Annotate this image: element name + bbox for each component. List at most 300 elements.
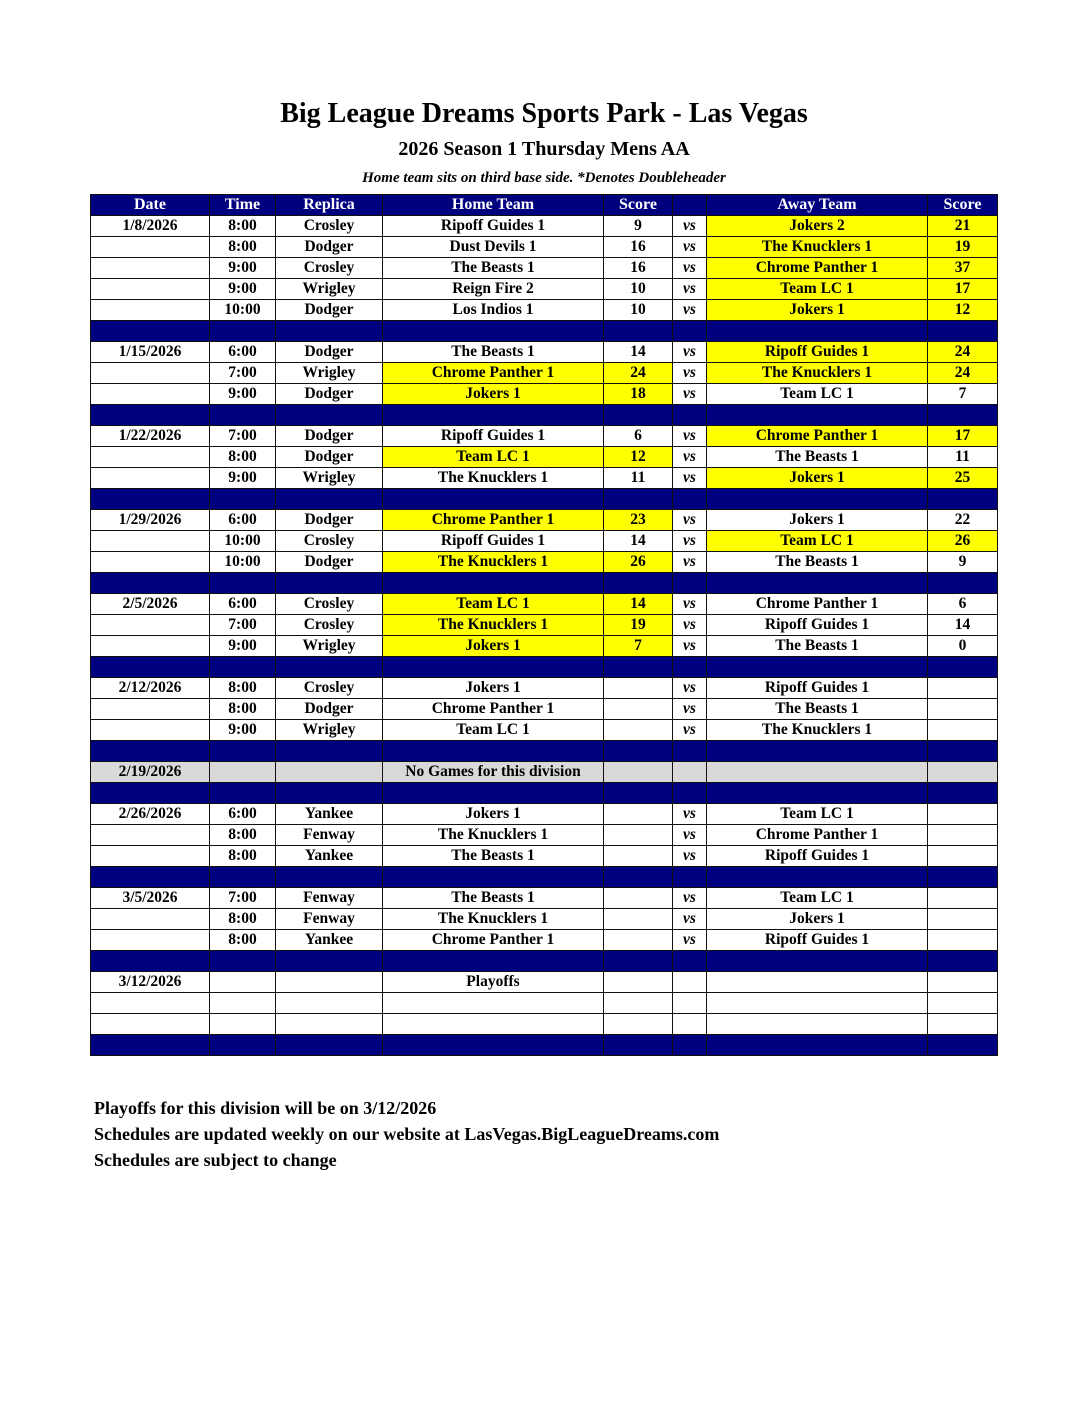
cell-vs: vs xyxy=(673,636,707,657)
game-row xyxy=(91,699,998,720)
cell-home-team: Ripoff Guides 1 xyxy=(383,531,604,552)
col-header-away-team: Away Team xyxy=(707,195,928,216)
cell-vs: vs xyxy=(673,804,707,825)
cell-date: 1/29/2026 xyxy=(91,510,210,531)
cell-date xyxy=(91,615,210,636)
cell-vs: vs xyxy=(673,237,707,258)
cell-date xyxy=(91,846,210,867)
separator-cell xyxy=(707,657,928,678)
cell-home-team: Chrome Panther 1 xyxy=(383,930,604,951)
cell-away-score: 14 xyxy=(928,615,998,636)
col-header-home-score: Score xyxy=(604,195,673,216)
cell-time: 10:00 xyxy=(210,531,276,552)
cell-home-score: 14 xyxy=(604,594,673,615)
cell-replica xyxy=(276,762,383,783)
cell-date xyxy=(91,699,210,720)
cell-away-score xyxy=(928,930,998,951)
col-header-home-team: Home Team xyxy=(383,195,604,216)
cell-home-team: Los Indios 1 xyxy=(383,300,604,321)
table-header-row xyxy=(91,195,998,216)
cell-vs: vs xyxy=(673,720,707,741)
cell-away-team: Ripoff Guides 1 xyxy=(707,930,928,951)
cell-time: 10:00 xyxy=(210,552,276,573)
cell-home-score xyxy=(604,888,673,909)
cell-time: 10:00 xyxy=(210,300,276,321)
cell-replica: Crosley xyxy=(276,615,383,636)
cell-away-score xyxy=(928,678,998,699)
game-row xyxy=(91,300,998,321)
cell-home-score xyxy=(604,930,673,951)
separator-cell xyxy=(383,321,604,342)
separator-cell xyxy=(604,321,673,342)
cell-replica: Wrigley xyxy=(276,279,383,300)
separator-cell xyxy=(928,741,998,762)
cell-time: 8:00 xyxy=(210,930,276,951)
cell-home-score: 14 xyxy=(604,342,673,363)
separator-cell xyxy=(707,1035,928,1056)
separator-cell xyxy=(673,489,707,510)
cell-replica: Yankee xyxy=(276,846,383,867)
game-row xyxy=(91,342,998,363)
cell-away-score xyxy=(928,720,998,741)
cell-vs: vs xyxy=(673,888,707,909)
week-separator-row xyxy=(91,573,998,594)
cell-date xyxy=(91,636,210,657)
cell-away-team: Chrome Panther 1 xyxy=(707,594,928,615)
cell-home-score xyxy=(604,909,673,930)
cell-away-team: The Knucklers 1 xyxy=(707,237,928,258)
cell-date xyxy=(91,825,210,846)
cell-away-team: Team LC 1 xyxy=(707,531,928,552)
separator-cell xyxy=(928,573,998,594)
page-title: Big League Dreams Sports Park - Las Vegas xyxy=(280,98,808,129)
cell-away-team: Chrome Panther 1 xyxy=(707,825,928,846)
cell-time: 9:00 xyxy=(210,384,276,405)
footer-website-note: Schedules are updated weekly on our website at LasVegas.BigLeagueDreams.com xyxy=(94,1124,720,1144)
cell-date: 2/12/2026 xyxy=(91,678,210,699)
cell-vs: vs xyxy=(673,846,707,867)
cell-home-team: The Knucklers 1 xyxy=(383,825,604,846)
separator-cell xyxy=(276,405,383,426)
cell-home-team: Ripoff Guides 1 xyxy=(383,216,604,237)
cell-home-score: 10 xyxy=(604,279,673,300)
cell-vs: vs xyxy=(673,594,707,615)
cell-home-team: Team LC 1 xyxy=(383,720,604,741)
cell-replica: Dodger xyxy=(276,342,383,363)
cell-date: 2/5/2026 xyxy=(91,594,210,615)
cell-away-team: The Beasts 1 xyxy=(707,552,928,573)
cell-away-team: The Knucklers 1 xyxy=(707,720,928,741)
cell-vs xyxy=(673,1014,707,1035)
game-row xyxy=(91,909,998,930)
separator-cell xyxy=(707,783,928,804)
cell-replica: Dodger xyxy=(276,510,383,531)
col-header-away-score: Score xyxy=(928,195,998,216)
separator-cell xyxy=(91,741,210,762)
cell-away-team: Team LC 1 xyxy=(707,804,928,825)
cell-date xyxy=(91,258,210,279)
cell-home-score xyxy=(604,678,673,699)
week-separator-row xyxy=(91,951,998,972)
separator-cell xyxy=(673,867,707,888)
separator-cell xyxy=(707,951,928,972)
game-row xyxy=(91,993,998,1014)
cell-home-team: The Knucklers 1 xyxy=(383,615,604,636)
cell-time xyxy=(210,1014,276,1035)
cell-vs xyxy=(673,972,707,993)
cell-vs xyxy=(673,762,707,783)
footer-change-note: Schedules are subject to change xyxy=(94,1150,337,1170)
cell-time: 8:00 xyxy=(210,846,276,867)
cell-replica: Dodger xyxy=(276,426,383,447)
cell-time: 6:00 xyxy=(210,342,276,363)
cell-date: 3/12/2026 xyxy=(91,972,210,993)
cell-date xyxy=(91,468,210,489)
cell-home-team: The Knucklers 1 xyxy=(383,909,604,930)
game-row xyxy=(91,468,998,489)
week-separator-row xyxy=(91,741,998,762)
separator-cell xyxy=(604,405,673,426)
cell-away-score xyxy=(928,993,998,1014)
col-header-date: Date xyxy=(91,195,210,216)
cell-away-score xyxy=(928,825,998,846)
cell-date xyxy=(91,531,210,552)
cell-home-team: No Games for this division xyxy=(383,762,604,783)
game-row xyxy=(91,384,998,405)
cell-replica: Dodger xyxy=(276,300,383,321)
separator-cell xyxy=(707,741,928,762)
cell-away-team: Chrome Panther 1 xyxy=(707,426,928,447)
cell-home-team: The Beasts 1 xyxy=(383,342,604,363)
cell-replica: Dodger xyxy=(276,384,383,405)
cell-away-score xyxy=(928,762,998,783)
game-row xyxy=(91,930,998,951)
cell-time: 9:00 xyxy=(210,279,276,300)
cell-away-team: Ripoff Guides 1 xyxy=(707,342,928,363)
cell-replica: Dodger xyxy=(276,447,383,468)
week-separator-row xyxy=(91,867,998,888)
col-header-replica: Replica xyxy=(276,195,383,216)
separator-cell xyxy=(210,657,276,678)
cell-replica: Wrigley xyxy=(276,468,383,489)
cell-time: 7:00 xyxy=(210,363,276,384)
cell-date xyxy=(91,909,210,930)
cell-home-score: 19 xyxy=(604,615,673,636)
week-separator-row xyxy=(91,1035,998,1056)
cell-home-score: 6 xyxy=(604,426,673,447)
separator-cell xyxy=(276,321,383,342)
game-row xyxy=(91,258,998,279)
cell-replica: Crosley xyxy=(276,678,383,699)
cell-home-score: 12 xyxy=(604,447,673,468)
separator-cell xyxy=(91,783,210,804)
cell-replica: Fenway xyxy=(276,888,383,909)
cell-vs: vs xyxy=(673,930,707,951)
separator-cell xyxy=(91,321,210,342)
cell-away-score: 9 xyxy=(928,552,998,573)
cell-date xyxy=(91,384,210,405)
cell-home-team: Reign Fire 2 xyxy=(383,279,604,300)
separator-cell xyxy=(276,657,383,678)
separator-cell xyxy=(673,321,707,342)
cell-home-score xyxy=(604,825,673,846)
cell-time: 8:00 xyxy=(210,216,276,237)
cell-date xyxy=(91,447,210,468)
cell-vs: vs xyxy=(673,447,707,468)
game-row xyxy=(91,426,998,447)
cell-time: 6:00 xyxy=(210,510,276,531)
separator-cell xyxy=(928,405,998,426)
cell-vs: vs xyxy=(673,216,707,237)
schedule-note: Home team sits on third base side. *Denotes Doubleheader xyxy=(362,170,726,186)
cell-away-score xyxy=(928,909,998,930)
cell-date: 2/19/2026 xyxy=(91,762,210,783)
cell-date: 1/8/2026 xyxy=(91,216,210,237)
cell-vs: vs xyxy=(673,342,707,363)
game-row xyxy=(91,237,998,258)
cell-home-team xyxy=(383,1014,604,1035)
cell-away-team: Team LC 1 xyxy=(707,384,928,405)
schedule-body xyxy=(91,216,998,1056)
cell-replica: Crosley xyxy=(276,594,383,615)
cell-home-score: 10 xyxy=(604,300,673,321)
cell-date xyxy=(91,993,210,1014)
cell-replica: Wrigley xyxy=(276,720,383,741)
cell-home-team: Team LC 1 xyxy=(383,447,604,468)
cell-date xyxy=(91,300,210,321)
cell-date xyxy=(91,552,210,573)
cell-home-score: 26 xyxy=(604,552,673,573)
game-row xyxy=(91,825,998,846)
separator-cell xyxy=(673,657,707,678)
separator-cell xyxy=(604,783,673,804)
cell-away-team: Jokers 1 xyxy=(707,909,928,930)
separator-cell xyxy=(210,867,276,888)
cell-home-team: Team LC 1 xyxy=(383,594,604,615)
cell-away-team: The Knucklers 1 xyxy=(707,363,928,384)
cell-away-score: 21 xyxy=(928,216,998,237)
separator-cell xyxy=(928,867,998,888)
separator-cell xyxy=(928,1035,998,1056)
separator-cell xyxy=(276,867,383,888)
cell-replica xyxy=(276,993,383,1014)
cell-vs: vs xyxy=(673,468,707,489)
cell-replica: Wrigley xyxy=(276,363,383,384)
cell-home-team: Playoffs xyxy=(383,972,604,993)
cell-vs: vs xyxy=(673,699,707,720)
cell-away-team: Ripoff Guides 1 xyxy=(707,846,928,867)
cell-away-score xyxy=(928,888,998,909)
cell-date xyxy=(91,279,210,300)
cell-away-score: 17 xyxy=(928,426,998,447)
game-row xyxy=(91,972,998,993)
cell-vs: vs xyxy=(673,510,707,531)
col-header-vs xyxy=(673,195,707,216)
cell-time xyxy=(210,972,276,993)
cell-away-score: 26 xyxy=(928,531,998,552)
separator-cell xyxy=(673,573,707,594)
game-row xyxy=(91,678,998,699)
season-subtitle: 2026 Season 1 Thursday Mens AA xyxy=(398,138,690,160)
separator-cell xyxy=(276,1035,383,1056)
cell-away-team: Ripoff Guides 1 xyxy=(707,615,928,636)
separator-cell xyxy=(91,489,210,510)
cell-home-score: 16 xyxy=(604,237,673,258)
separator-cell xyxy=(91,867,210,888)
cell-time: 8:00 xyxy=(210,237,276,258)
cell-home-team: Dust Devils 1 xyxy=(383,237,604,258)
cell-home-score xyxy=(604,972,673,993)
cell-replica: Fenway xyxy=(276,909,383,930)
separator-cell xyxy=(383,657,604,678)
separator-cell xyxy=(383,741,604,762)
cell-vs: vs xyxy=(673,384,707,405)
separator-cell xyxy=(707,321,928,342)
separator-cell xyxy=(383,867,604,888)
cell-vs: vs xyxy=(673,531,707,552)
separator-cell xyxy=(928,783,998,804)
cell-home-team: The Beasts 1 xyxy=(383,258,604,279)
separator-cell xyxy=(210,783,276,804)
cell-time: 8:00 xyxy=(210,825,276,846)
game-row xyxy=(91,531,998,552)
separator-cell xyxy=(383,489,604,510)
cell-away-team: Jokers 1 xyxy=(707,468,928,489)
cell-home-team: The Knucklers 1 xyxy=(383,468,604,489)
cell-date xyxy=(91,237,210,258)
separator-cell xyxy=(673,741,707,762)
separator-cell xyxy=(604,657,673,678)
week-separator-row xyxy=(91,489,998,510)
cell-date: 3/5/2026 xyxy=(91,888,210,909)
cell-away-team: Chrome Panther 1 xyxy=(707,258,928,279)
cell-home-team: Chrome Panther 1 xyxy=(383,510,604,531)
cell-vs: vs xyxy=(673,300,707,321)
game-row xyxy=(91,846,998,867)
separator-cell xyxy=(604,867,673,888)
cell-replica xyxy=(276,1014,383,1035)
separator-cell xyxy=(604,951,673,972)
cell-home-score xyxy=(604,720,673,741)
game-row xyxy=(91,615,998,636)
separator-cell xyxy=(707,867,928,888)
cell-replica xyxy=(276,972,383,993)
footer-playoffs-note: Playoffs for this division will be on 3/12/2026 xyxy=(94,1098,437,1118)
game-row xyxy=(91,720,998,741)
separator-cell xyxy=(383,951,604,972)
cell-away-team: Team LC 1 xyxy=(707,888,928,909)
cell-away-score xyxy=(928,972,998,993)
game-row xyxy=(91,447,998,468)
col-header-time: Time xyxy=(210,195,276,216)
separator-cell xyxy=(383,1035,604,1056)
separator-cell xyxy=(276,573,383,594)
cell-date: 1/15/2026 xyxy=(91,342,210,363)
cell-home-team: The Beasts 1 xyxy=(383,846,604,867)
cell-date xyxy=(91,720,210,741)
separator-cell xyxy=(604,741,673,762)
cell-home-team: Jokers 1 xyxy=(383,678,604,699)
no-games-row xyxy=(91,762,998,783)
separator-cell xyxy=(210,951,276,972)
cell-away-score: 37 xyxy=(928,258,998,279)
cell-home-score xyxy=(604,699,673,720)
cell-away-team: Jokers 1 xyxy=(707,300,928,321)
week-separator-row xyxy=(91,405,998,426)
cell-home-team: Ripoff Guides 1 xyxy=(383,426,604,447)
separator-cell xyxy=(604,1035,673,1056)
cell-time: 8:00 xyxy=(210,909,276,930)
separator-cell xyxy=(91,1035,210,1056)
cell-replica: Crosley xyxy=(276,258,383,279)
separator-cell xyxy=(707,573,928,594)
cell-away-score: 24 xyxy=(928,363,998,384)
cell-away-score xyxy=(928,1014,998,1035)
cell-time: 6:00 xyxy=(210,594,276,615)
cell-away-score: 22 xyxy=(928,510,998,531)
game-row xyxy=(91,1014,998,1035)
cell-home-score: 18 xyxy=(604,384,673,405)
cell-away-score: 6 xyxy=(928,594,998,615)
cell-away-score: 0 xyxy=(928,636,998,657)
cell-vs: vs xyxy=(673,258,707,279)
separator-cell xyxy=(604,573,673,594)
cell-home-score xyxy=(604,762,673,783)
cell-away-score: 19 xyxy=(928,237,998,258)
cell-replica: Crosley xyxy=(276,531,383,552)
cell-home-score: 24 xyxy=(604,363,673,384)
separator-cell xyxy=(673,405,707,426)
cell-replica: Wrigley xyxy=(276,636,383,657)
cell-away-team: Team LC 1 xyxy=(707,279,928,300)
cell-away-score: 12 xyxy=(928,300,998,321)
cell-date xyxy=(91,1014,210,1035)
cell-away-score: 11 xyxy=(928,447,998,468)
cell-home-team: The Beasts 1 xyxy=(383,888,604,909)
game-row xyxy=(91,216,998,237)
separator-cell xyxy=(928,951,998,972)
cell-vs: vs xyxy=(673,615,707,636)
week-separator-row xyxy=(91,783,998,804)
cell-time: 8:00 xyxy=(210,447,276,468)
game-row xyxy=(91,552,998,573)
separator-cell xyxy=(91,405,210,426)
cell-away-team xyxy=(707,993,928,1014)
cell-home-team: Chrome Panther 1 xyxy=(383,699,604,720)
cell-time: 7:00 xyxy=(210,426,276,447)
separator-cell xyxy=(707,489,928,510)
separator-cell xyxy=(210,489,276,510)
schedule-table xyxy=(90,194,998,1056)
cell-home-team: The Knucklers 1 xyxy=(383,552,604,573)
cell-time: 8:00 xyxy=(210,678,276,699)
cell-replica: Dodger xyxy=(276,552,383,573)
cell-away-score xyxy=(928,699,998,720)
separator-cell xyxy=(210,741,276,762)
separator-cell xyxy=(276,489,383,510)
cell-away-score: 7 xyxy=(928,384,998,405)
cell-date: 1/22/2026 xyxy=(91,426,210,447)
cell-home-team xyxy=(383,993,604,1014)
game-row xyxy=(91,636,998,657)
separator-cell xyxy=(210,405,276,426)
separator-cell xyxy=(673,783,707,804)
cell-date xyxy=(91,930,210,951)
separator-cell xyxy=(210,321,276,342)
separator-cell xyxy=(673,951,707,972)
week-separator-row xyxy=(91,657,998,678)
cell-home-score xyxy=(604,993,673,1014)
